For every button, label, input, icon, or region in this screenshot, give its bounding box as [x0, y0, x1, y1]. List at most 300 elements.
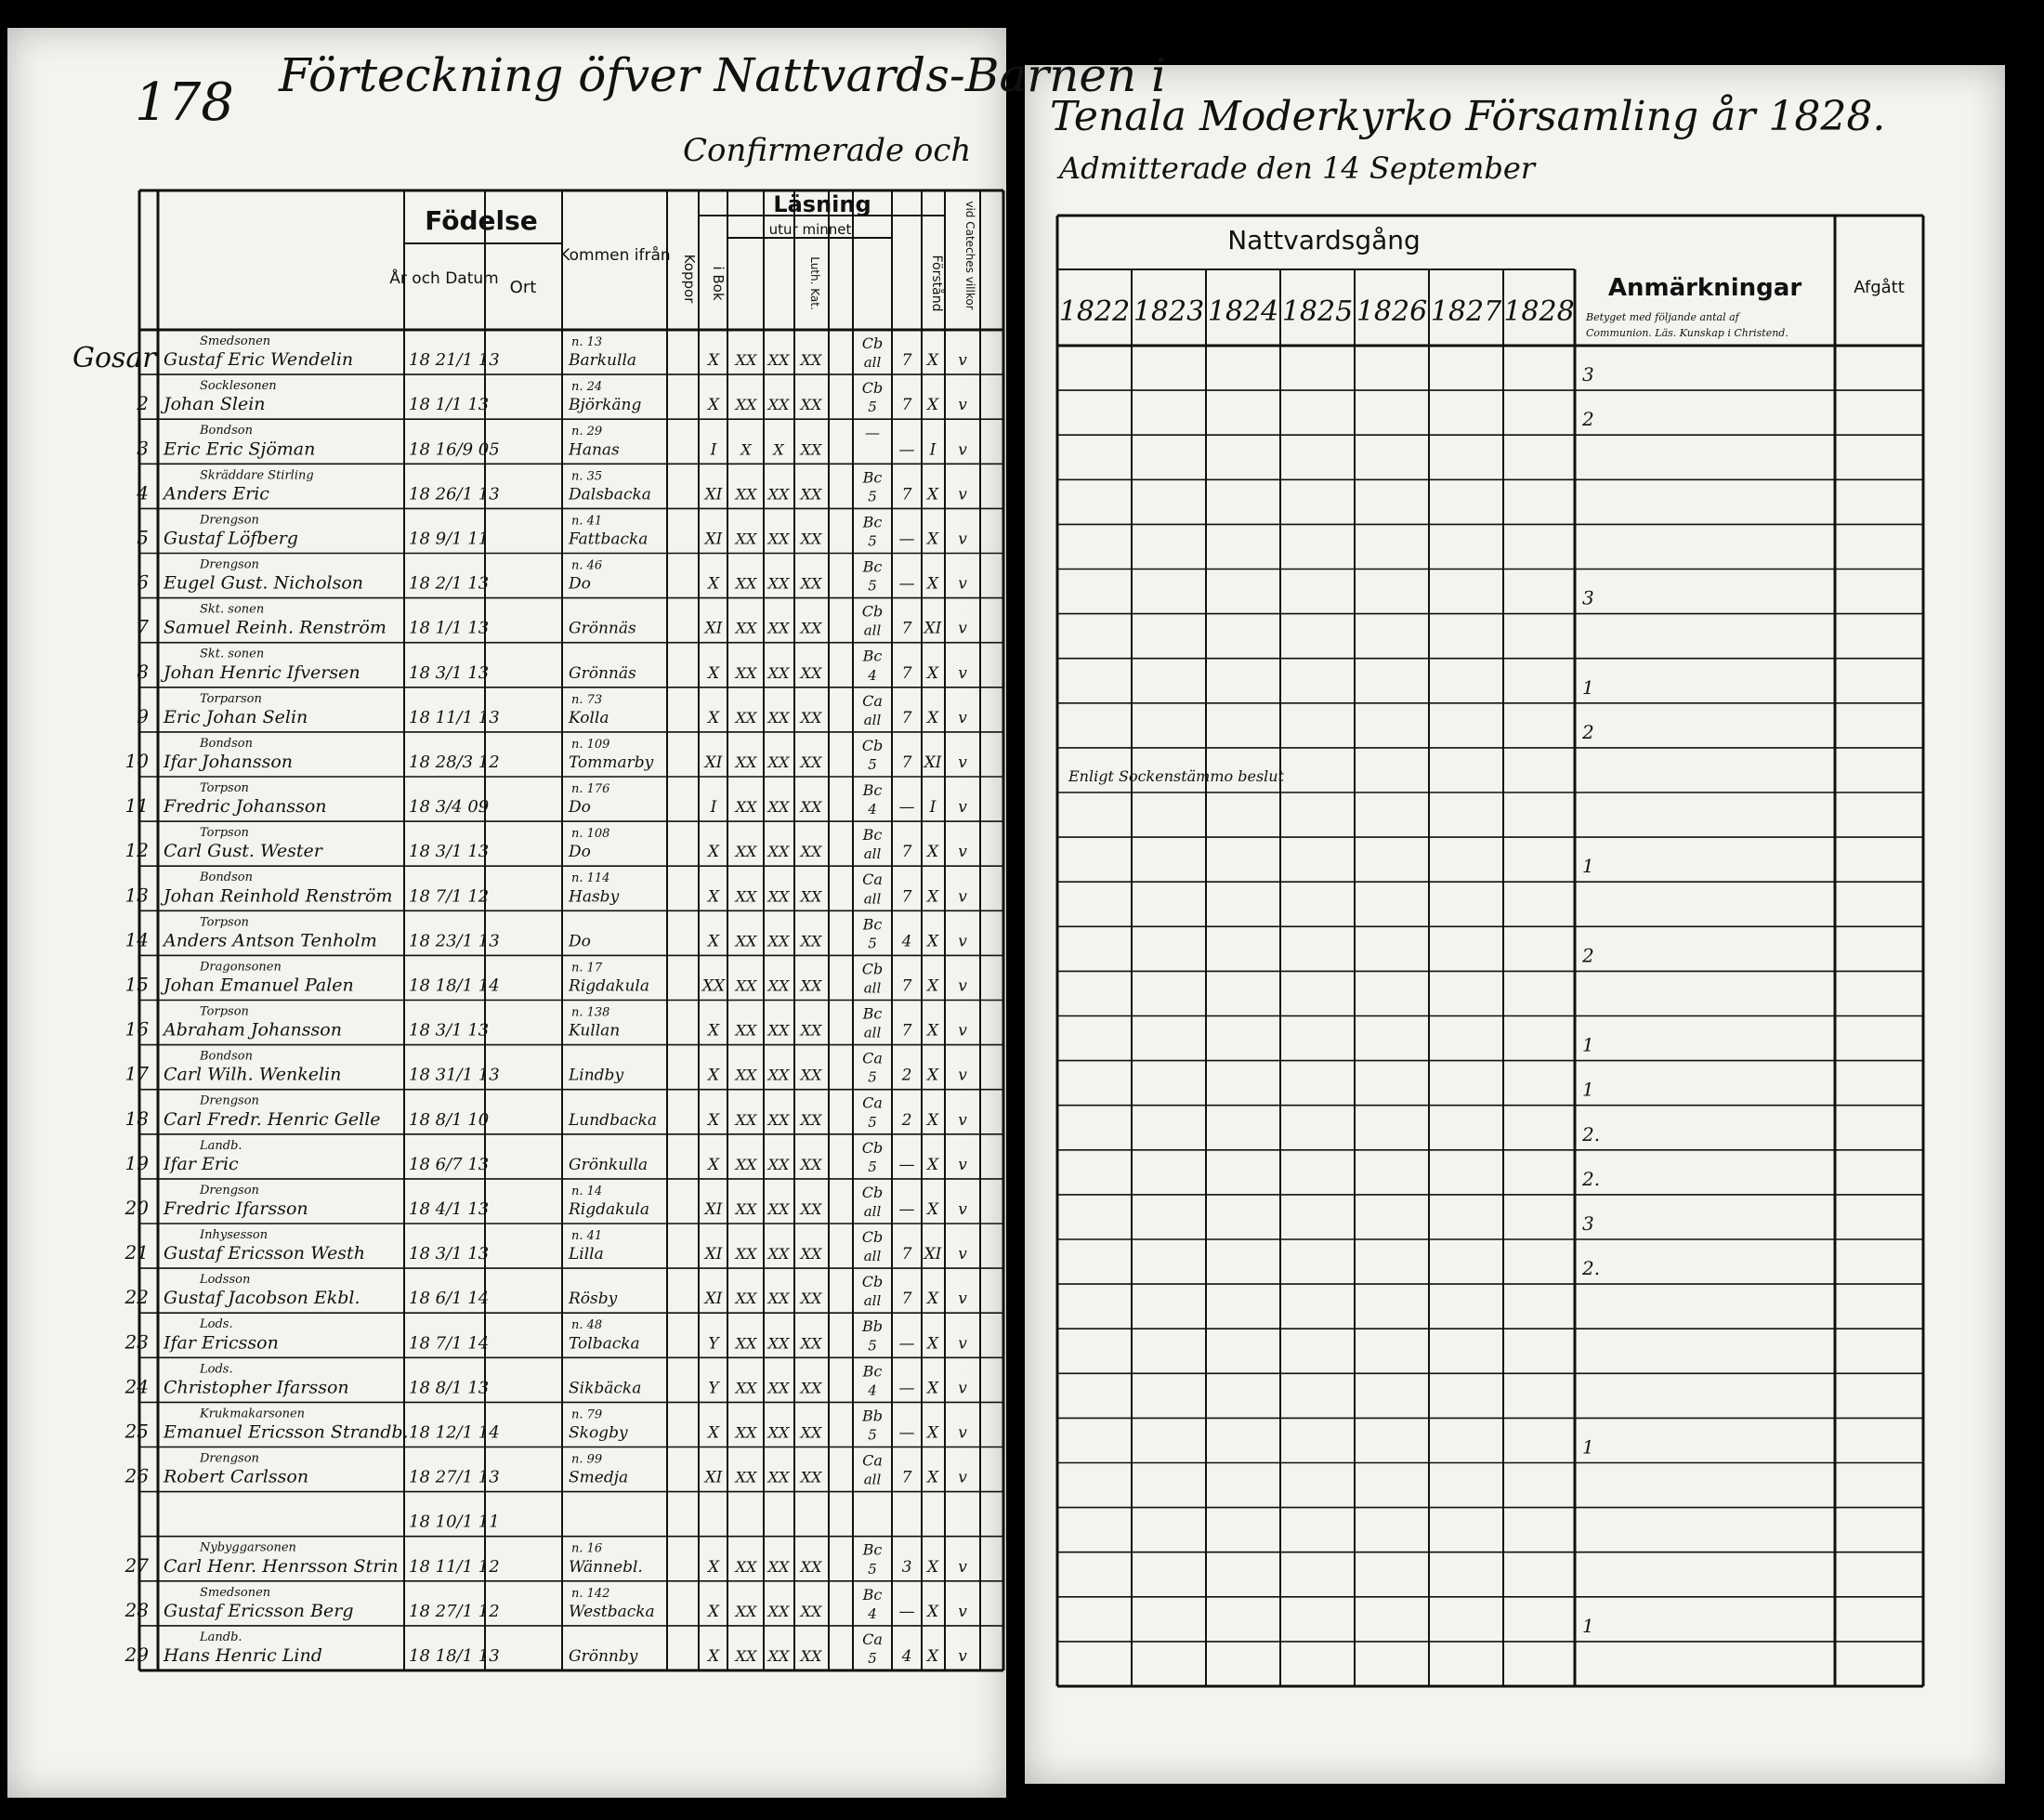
- row-grade-value: 5: [868, 488, 877, 505]
- row-i-bok: X: [707, 1557, 720, 1577]
- row-grade-value: 5: [868, 756, 877, 773]
- row-col-4: —: [898, 574, 915, 594]
- row-kommen-ifran: Sikbäcka: [569, 1379, 642, 1398]
- row-grade-value: 4: [868, 666, 877, 684]
- row-name: Carl Wilh. Wenkelin: [164, 1064, 342, 1085]
- row-title: Socklesonen: [200, 379, 277, 394]
- row-forstand: X: [926, 1200, 939, 1219]
- row-utur-minnet-1: XX: [735, 1245, 757, 1264]
- header-fodelse: Födelse: [425, 205, 538, 236]
- row-utur-minnet-3: XX: [800, 663, 822, 682]
- row-grade-letter: Cb: [861, 736, 884, 754]
- row-title: Inhysesson: [200, 1228, 269, 1242]
- row-i-bok: X: [707, 708, 720, 727]
- row-check-mark: v: [958, 1334, 967, 1354]
- row-name: Fredric Johansson: [164, 796, 327, 818]
- header-kommen-ifran: Kommen ifrån: [559, 246, 671, 265]
- row-i-bok: X: [707, 1647, 720, 1666]
- row-utur-minnet-3: XX: [800, 1245, 822, 1264]
- row-house-number: n. 114: [571, 871, 610, 886]
- row-name: Anders Eric: [164, 483, 269, 504]
- row-col-4: 7: [901, 887, 912, 907]
- row-i-bok: X: [707, 1602, 720, 1621]
- row-utur-minnet-1: XX: [735, 887, 757, 906]
- row-title: Lodsson: [200, 1273, 251, 1288]
- row-birth-date: 18 26/1 13: [409, 484, 500, 504]
- row-col-4: 7: [901, 753, 912, 772]
- row-kommen-ifran: Kolla: [569, 708, 609, 727]
- row-forstand: X: [926, 396, 939, 415]
- row-number: 5: [137, 526, 149, 549]
- row-title: Bondson: [200, 736, 253, 751]
- header-koppor: Koppor: [681, 254, 698, 304]
- row-utur-minnet-2: XX: [767, 1379, 790, 1397]
- row-kommen-ifran: Skogby: [569, 1423, 628, 1443]
- row-utur-minnet-1: XX: [735, 485, 757, 504]
- row-utur-minnet-1: XX: [735, 1110, 757, 1129]
- anmarkning-mark: 1: [1582, 1078, 1594, 1101]
- row-number: 17: [124, 1062, 149, 1085]
- row-forstand: X: [926, 887, 939, 907]
- row-birth-date: 18 10/1 11: [409, 1512, 500, 1532]
- row-utur-minnet-3: XX: [800, 708, 822, 727]
- row-forstand: XI: [924, 619, 942, 638]
- row-birth-date: 18 4/1 13: [409, 1199, 490, 1219]
- row-title: Krukmakarsonen: [200, 1407, 306, 1421]
- row-name: Ifar Eric: [164, 1153, 239, 1174]
- row-col-4: 7: [901, 1290, 912, 1309]
- header-nattvardsgang: Nattvardsgång: [1227, 225, 1421, 255]
- row-name: Eric Johan Selin: [164, 706, 308, 727]
- row-check-mark: v: [958, 1200, 967, 1219]
- row-utur-minnet-2: XX: [767, 753, 790, 771]
- row-number: 15: [124, 973, 149, 996]
- row-grade-letter: Cb: [861, 334, 884, 352]
- row-utur-minnet-3: XX: [800, 485, 822, 504]
- row-number: 10: [124, 750, 149, 772]
- row-utur-minnet-3: XX: [800, 1110, 822, 1129]
- row-house-number: n. 108: [571, 827, 610, 842]
- row-grade-letter: —: [865, 424, 880, 442]
- row-title: Skt. sonen: [200, 647, 265, 661]
- row-number: 23: [124, 1330, 149, 1354]
- row-forstand: XI: [924, 1245, 942, 1264]
- row-check-mark: v: [958, 1245, 967, 1264]
- row-grade-value: all: [863, 979, 882, 997]
- row-utur-minnet-2: XX: [767, 798, 790, 817]
- row-i-bok: X: [707, 1021, 720, 1041]
- row-col-4: —: [898, 1379, 915, 1398]
- row-utur-minnet-1: XX: [735, 1379, 757, 1397]
- header-lasning: Läsning: [773, 191, 871, 217]
- row-grade-letter: Bc: [862, 1362, 883, 1381]
- row-i-bok: X: [707, 1423, 720, 1443]
- row-i-bok: X: [707, 1110, 720, 1130]
- year-label-1824: 1824: [1207, 295, 1279, 328]
- row-forstand: X: [926, 663, 939, 683]
- row-kommen-ifran: Smedja: [569, 1468, 629, 1487]
- row-number: 18: [124, 1106, 149, 1130]
- row-number: 3: [137, 437, 149, 460]
- row-house-number: n. 79: [571, 1408, 603, 1422]
- row-title: Torparson: [200, 691, 262, 706]
- row-utur-minnet-3: XX: [800, 753, 822, 771]
- row-title: Torpson: [200, 1004, 249, 1019]
- row-kommen-ifran: Dalsbacka: [569, 485, 651, 504]
- row-utur-minnet-3: XX: [800, 1155, 822, 1173]
- row-i-bok: X: [707, 351, 720, 371]
- row-name: Gustaf Löfberg: [164, 528, 298, 549]
- year-label-1825: 1825: [1281, 295, 1354, 328]
- row-birth-date: 18 3/1 13: [409, 842, 490, 862]
- row-number: 25: [124, 1420, 149, 1443]
- row-name: Eric Eric Sjöman: [164, 439, 316, 460]
- row-kommen-ifran: Lundbacka: [569, 1110, 658, 1130]
- left-page-subtitle: Confirmerade och: [683, 132, 972, 169]
- row-utur-minnet-3: XX: [800, 1200, 822, 1218]
- row-grade-letter: Bc: [862, 557, 883, 576]
- row-kommen-ifran: Kullan: [569, 1021, 621, 1041]
- row-utur-minnet-2: XX: [767, 1066, 790, 1084]
- row-name: Eugel Gust. Nicholson: [164, 572, 364, 594]
- row-grade-letter: Ca: [862, 1451, 883, 1470]
- row-house-number: n. 99: [571, 1452, 603, 1467]
- header-forstand: Förstånd: [929, 255, 944, 312]
- row-utur-minnet-1: XX: [735, 1423, 757, 1442]
- row-i-bok: X: [707, 574, 720, 594]
- row-grade-value: all: [863, 1471, 882, 1488]
- anmarkning-mark: 2: [1582, 944, 1594, 967]
- row-name: Hans Henric Lind: [164, 1645, 322, 1666]
- row-grade-value: 5: [868, 1158, 877, 1175]
- row-kommen-ifran: Hasby: [569, 887, 620, 907]
- row-grade-letter: Cb: [861, 1183, 884, 1201]
- row-utur-minnet-2: XX: [767, 619, 790, 637]
- row-birth-date: 18 7/1 12: [409, 886, 490, 907]
- row-birth-date: 18 2/1 13: [409, 573, 490, 594]
- row-forstand: I: [929, 440, 937, 460]
- row-grade-value: 5: [868, 399, 877, 416]
- row-check-mark: v: [958, 1423, 967, 1443]
- row-i-bok: XI: [704, 1200, 723, 1219]
- row-i-bok: X: [707, 396, 720, 415]
- row-house-number: n. 109: [571, 737, 610, 752]
- row-number: 12: [124, 839, 149, 862]
- row-birth-date: 18 11/1 12: [409, 1556, 500, 1577]
- row-grade-letter: Bb: [862, 1317, 883, 1336]
- side-label-gosar: Gosar: [72, 342, 156, 375]
- row-utur-minnet-3: XX: [800, 1647, 822, 1665]
- row-col-4: 7: [901, 396, 912, 415]
- row-utur-minnet-2: XX: [767, 1245, 790, 1264]
- row-birth-date: 18 21/1 13: [409, 350, 500, 371]
- row-check-mark: v: [958, 574, 967, 594]
- row-title: Bondson: [200, 871, 253, 885]
- row-number: 14: [124, 928, 149, 951]
- row-house-number: n. 46: [571, 558, 603, 573]
- row-grade-letter: Ca: [862, 691, 883, 710]
- row-kommen-ifran: Grönkulla: [569, 1155, 649, 1174]
- row-utur-minnet-3: XX: [800, 1602, 822, 1620]
- row-utur-minnet-2: XX: [767, 530, 790, 548]
- row-birth-date: 18 31/1 13: [409, 1065, 500, 1085]
- row-house-number: n. 41: [571, 514, 603, 529]
- row-col-4: 7: [901, 663, 912, 683]
- row-number: 4: [137, 481, 149, 504]
- row-i-bok: X: [707, 932, 720, 951]
- row-10-nattvard-note: Enligt Sockenstämmo beslut: [1068, 767, 1285, 785]
- row-number: 28: [124, 1598, 149, 1621]
- row-grade-value: 5: [868, 532, 877, 550]
- row-i-bok: XI: [704, 485, 723, 504]
- row-i-bok: XI: [704, 619, 723, 638]
- row-utur-minnet-1: X: [740, 440, 752, 459]
- row-check-mark: v: [958, 1647, 967, 1666]
- row-number: 24: [124, 1375, 149, 1398]
- row-check-mark: v: [958, 1557, 967, 1577]
- row-birth-date: 18 18/1 14: [409, 975, 500, 996]
- row-birth-date: 18 28/3 12: [409, 753, 500, 772]
- row-birth-date: 18 12/1 14: [409, 1422, 500, 1443]
- row-birth-date: 18 18/1 13: [409, 1646, 500, 1666]
- row-number: 16: [124, 1017, 149, 1041]
- row-forstand: XI: [924, 753, 942, 772]
- anmarkning-mark: 3: [1582, 363, 1594, 386]
- row-number: 26: [124, 1464, 149, 1487]
- row-i-bok: I: [710, 440, 717, 460]
- row-kommen-ifran: Rösby: [569, 1290, 618, 1309]
- header-utskrift: vid Cateches villkor: [963, 201, 976, 310]
- row-col-4: —: [898, 1423, 915, 1443]
- row-grade-value: all: [863, 1024, 882, 1041]
- row-utur-minnet-2: XX: [767, 485, 790, 504]
- row-utur-minnet-1: XX: [735, 1468, 757, 1486]
- row-i-bok: X: [707, 1066, 720, 1085]
- row-col-4: —: [898, 1155, 915, 1174]
- anmarkning-mark: 2.: [1582, 1257, 1601, 1280]
- row-name: Carl Fredr. Henric Gelle: [164, 1108, 381, 1130]
- row-birth-date: 18 27/1 13: [409, 1467, 500, 1487]
- row-check-mark: v: [958, 753, 967, 772]
- row-utur-minnet-3: XX: [800, 1423, 822, 1442]
- row-name: Johan Slein: [164, 394, 266, 415]
- row-number: 6: [137, 570, 149, 594]
- row-utur-minnet-3: XX: [800, 1468, 822, 1486]
- row-i-bok: X: [707, 1155, 720, 1174]
- row-name: Ifar Johansson: [164, 752, 294, 772]
- row-forstand: X: [926, 932, 939, 951]
- row-number: 27: [124, 1553, 149, 1577]
- row-check-mark: v: [958, 440, 967, 460]
- row-utur-minnet-3: XX: [800, 351, 822, 370]
- row-grade-letter: Bc: [862, 1540, 883, 1559]
- row-house-number: n. 73: [571, 692, 603, 707]
- row-kommen-ifran: Tolbacka: [569, 1334, 640, 1354]
- row-birth-date: 18 1/1 13: [409, 395, 490, 415]
- row-kommen-ifran: Lindby: [569, 1066, 624, 1085]
- row-utur-minnet-1: XX: [735, 1290, 757, 1308]
- row-number: 20: [124, 1197, 149, 1219]
- row-utur-minnet-2: XX: [767, 887, 790, 906]
- row-check-mark: v: [958, 843, 967, 862]
- row-kommen-ifran: Fattbacka: [569, 530, 649, 549]
- row-house-number: n. 142: [571, 1586, 610, 1601]
- row-number: 19: [124, 1151, 149, 1174]
- row-check-mark: v: [958, 932, 967, 951]
- row-grade-letter: Cb: [861, 1273, 884, 1291]
- row-title: Torpson: [200, 826, 249, 841]
- row-kommen-ifran: Do: [569, 932, 591, 951]
- right-page-subtitle: Admitterade den 14 September: [1059, 151, 1536, 186]
- row-col-4: 7: [901, 485, 912, 504]
- row-kommen-ifran: Lilla: [569, 1245, 604, 1264]
- row-utur-minnet-2: XX: [767, 1647, 790, 1665]
- row-utur-minnet-3: XX: [800, 396, 822, 414]
- row-title: Torpson: [200, 781, 249, 795]
- row-grade-letter: Bc: [862, 781, 883, 799]
- row-check-mark: v: [958, 351, 967, 371]
- row-check-mark: v: [958, 396, 967, 415]
- row-grade-value: 5: [868, 935, 877, 952]
- row-grade-value: all: [863, 845, 882, 863]
- anmarkning-mark: 1: [1582, 1614, 1594, 1637]
- row-house-number: n. 16: [571, 1541, 603, 1556]
- row-utur-minnet-3: XX: [800, 1557, 822, 1576]
- row-grade-value: 5: [868, 1068, 877, 1086]
- header-ort: Ort: [509, 278, 537, 297]
- row-kommen-ifran: Grönnäs: [569, 619, 636, 638]
- row-utur-minnet-2: XX: [767, 1334, 790, 1353]
- row-name: Christopher Ifarsson: [164, 1377, 349, 1398]
- row-i-bok: XI: [704, 1290, 723, 1309]
- row-forstand: X: [926, 1602, 939, 1621]
- row-title: Torpson: [200, 915, 249, 930]
- year-label-1828: 1828: [1503, 295, 1575, 328]
- row-grade-value: all: [863, 1248, 882, 1265]
- row-grade-letter: Cb: [861, 1228, 884, 1246]
- row-col-4: 4: [901, 932, 912, 951]
- row-house-number: n. 14: [571, 1184, 603, 1198]
- row-number: 2: [137, 392, 149, 415]
- anmarkning-mark: 1: [1582, 1033, 1594, 1056]
- row-number: 7: [137, 615, 149, 638]
- row-birth-date: 18 16/9 05: [409, 439, 500, 460]
- row-number: 9: [137, 704, 149, 727]
- row-utur-minnet-2: XX: [767, 1110, 790, 1129]
- row-utur-minnet-2: XX: [767, 1200, 790, 1218]
- row-birth-date: 18 6/7 13: [409, 1154, 490, 1174]
- row-grade-letter: Ca: [862, 1093, 883, 1112]
- row-grade-value: 4: [868, 1381, 877, 1399]
- row-utur-minnet-2: XX: [767, 708, 790, 727]
- row-forstand: X: [926, 1021, 939, 1041]
- row-utur-minnet-2: XX: [767, 574, 790, 593]
- row-house-number: n. 24: [571, 380, 603, 395]
- row-check-mark: v: [958, 798, 967, 818]
- row-utur-minnet-1: XX: [735, 1334, 757, 1353]
- row-i-bok: X: [707, 843, 720, 862]
- row-forstand: X: [926, 1110, 939, 1130]
- row-title: Drengson: [200, 1183, 259, 1198]
- row-forstand: X: [926, 1290, 939, 1309]
- row-title: Smedsonen: [200, 334, 271, 348]
- row-col-4: 7: [901, 619, 912, 638]
- row-title: Bondson: [200, 1049, 253, 1064]
- row-grade-letter: Bb: [862, 1407, 883, 1425]
- row-utur-minnet-2: XX: [767, 976, 790, 995]
- anmarkning-mark: 3: [1582, 1212, 1594, 1235]
- row-forstand: X: [926, 1155, 939, 1174]
- row-number: 11: [124, 794, 149, 818]
- row-house-number: n. 29: [571, 425, 603, 439]
- row-forstand: X: [926, 708, 939, 727]
- row-grade-value: 4: [868, 801, 877, 818]
- row-grade-value: all: [863, 711, 882, 728]
- row-grade-letter: Bc: [862, 647, 883, 665]
- row-name: Robert Carlsson: [164, 1466, 309, 1487]
- row-utur-minnet-1: XX: [735, 1021, 757, 1040]
- row-utur-minnet-1: XX: [735, 843, 757, 861]
- row-grade-value: all: [863, 622, 882, 639]
- row-grade-letter: Cb: [861, 960, 884, 978]
- row-utur-minnet-1: XX: [735, 708, 757, 727]
- row-utur-minnet-1: XX: [735, 976, 757, 995]
- left-page-title: Förteckning öfver Nattvards-Barnen i: [279, 48, 1167, 102]
- row-grade-value: all: [863, 1203, 882, 1220]
- row-kommen-ifran: Rigdakula: [569, 1200, 649, 1219]
- row-birth-date: 18 3/1 13: [409, 1020, 490, 1041]
- row-check-mark: v: [958, 1602, 967, 1621]
- row-grade-letter: Bc: [862, 826, 883, 845]
- row-house-number: n. 41: [571, 1229, 603, 1243]
- row-grade-letter: Bc: [862, 1004, 883, 1023]
- row-house-number: n. 176: [571, 782, 610, 796]
- row-birth-date: 18 1/1 13: [409, 618, 490, 638]
- row-col-4: —: [898, 1602, 915, 1621]
- row-utur-minnet-2: XX: [767, 1557, 790, 1576]
- row-forstand: X: [926, 574, 939, 594]
- row-check-mark: v: [958, 485, 967, 504]
- row-utur-minnet-1: XX: [735, 1200, 757, 1218]
- row-utur-minnet-2: XX: [767, 663, 790, 682]
- row-birth-date: 18 11/1 13: [409, 707, 500, 727]
- row-forstand: I: [929, 798, 937, 818]
- year-label-1827: 1827: [1430, 295, 1502, 328]
- row-col-4: —: [898, 1334, 915, 1354]
- row-birth-date: 18 8/1 10: [409, 1109, 490, 1130]
- header-anmarkningar: Anmärkningar: [1607, 274, 1802, 302]
- row-grade-value: all: [863, 890, 882, 908]
- row-kommen-ifran: Björkäng: [569, 396, 642, 415]
- row-kommen-ifran: Rigdakula: [569, 976, 649, 996]
- row-utur-minnet-2: XX: [767, 351, 790, 370]
- row-title: Skt. sonen: [200, 602, 265, 617]
- page-number: 178: [135, 72, 234, 133]
- row-kommen-ifran: Hanas: [569, 440, 620, 460]
- row-title: Drengson: [200, 513, 259, 528]
- row-title: Drengson: [200, 557, 259, 572]
- row-forstand: X: [926, 1066, 939, 1085]
- row-i-bok: Y: [708, 1334, 719, 1354]
- anmarkning-mark: 1: [1582, 1435, 1594, 1459]
- row-utur-minnet-3: XX: [800, 1066, 822, 1084]
- row-name: Anders Antson Tenholm: [164, 930, 377, 951]
- row-check-mark: v: [958, 619, 967, 638]
- row-house-number: n. 17: [571, 961, 603, 975]
- header-luth-kat: Luth. Kat.: [808, 256, 821, 310]
- row-utur-minnet-1: XX: [735, 663, 757, 682]
- row-utur-minnet-1: XX: [735, 1647, 757, 1665]
